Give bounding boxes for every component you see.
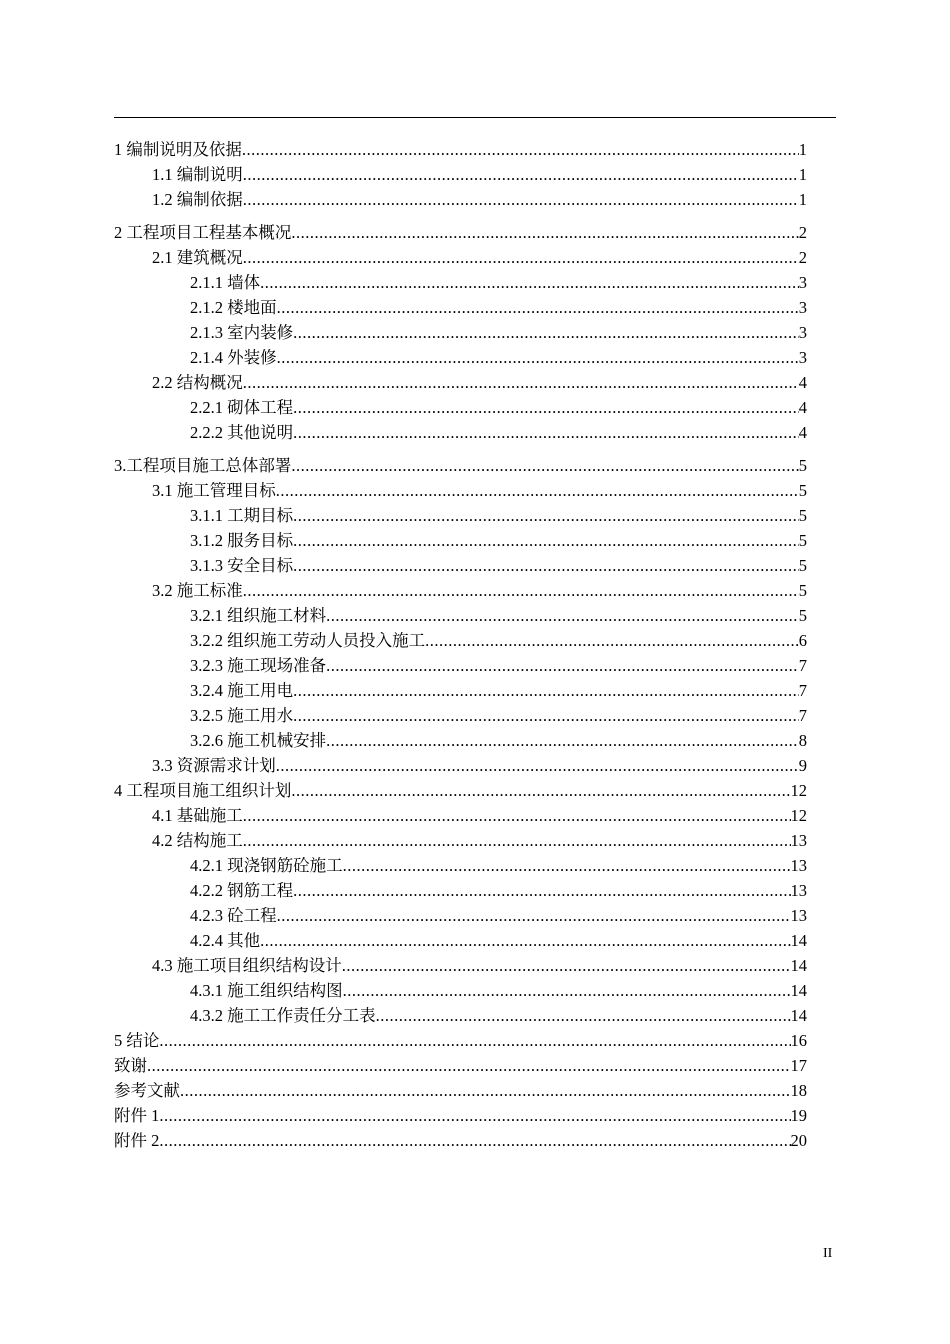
toc-entry[interactable] [114, 220, 807, 245]
toc-entry[interactable] [114, 878, 807, 903]
toc-entry-page: 13 [790, 831, 807, 850]
toc-entry[interactable] [114, 753, 807, 778]
toc-entry-label: 3.2.5 施工用水 [190, 706, 294, 725]
toc-entry-page: 17 [790, 1056, 807, 1075]
toc-entry-label: 4.2.2 钢筋工程 [190, 881, 294, 900]
toc-entry[interactable] [114, 270, 807, 295]
toc-leader-dots [291, 453, 798, 478]
toc-entry-page: 14 [790, 1006, 807, 1025]
toc-entry[interactable] [114, 578, 807, 603]
toc-entry[interactable] [114, 778, 807, 803]
toc-leader-dots [343, 853, 791, 878]
toc-leader-dots [180, 1078, 791, 1103]
toc-leader-dots [343, 978, 791, 1003]
toc-entry[interactable] [114, 903, 807, 928]
toc-entry[interactable] [114, 162, 807, 187]
toc-entry[interactable] [114, 828, 807, 853]
toc-entry-page: 14 [790, 981, 807, 1000]
toc-entry[interactable] [114, 703, 807, 728]
toc-entry-label: 3.2.2 组织施工劳动人员投入施工 [190, 631, 426, 650]
toc-entry-label: 2.2 结构概况 [152, 373, 243, 392]
toc-entry-label: 2 工程项目工程基本概况 [114, 223, 292, 242]
toc-leader-dots [243, 162, 799, 187]
toc-entry[interactable] [114, 453, 807, 478]
toc-entry-label: 3.2.6 施工机械安排 [190, 731, 327, 750]
toc-entry-page: 4 [798, 423, 807, 442]
toc-entry-label: 4 工程项目施工组织计划 [114, 781, 292, 800]
toc-entry-label: 3.1.3 安全目标 [190, 556, 294, 575]
toc-entry[interactable] [114, 320, 807, 345]
toc-entry-page: 16 [790, 1031, 807, 1050]
toc-entry[interactable] [114, 978, 807, 1003]
toc-entry-label: 3.1.2 服务目标 [190, 531, 294, 550]
toc-leader-dots [243, 245, 799, 270]
toc-entry-label: 4.1 基础施工 [152, 806, 243, 825]
toc-entry-label: 2.1.3 室内装修 [190, 323, 294, 342]
toc-entry-label: 1 编制说明及依据 [114, 140, 242, 159]
toc-entry[interactable] [114, 478, 807, 503]
toc-entry-label: 2.1.4 外装修 [190, 348, 277, 367]
toc-entry-label: 3.2.1 组织施工材料 [190, 606, 327, 625]
toc-entry-page: 18 [790, 1081, 807, 1100]
toc-entry-label: 致谢 [114, 1056, 147, 1075]
toc-entry-page: 7 [798, 706, 807, 725]
toc-entry-page: 7 [798, 681, 807, 700]
toc-entry-page: 3 [798, 323, 807, 342]
toc-entry[interactable] [114, 728, 807, 753]
toc-leader-dots [293, 503, 799, 528]
toc-entry-page: 13 [790, 906, 807, 925]
toc-leader-dots [326, 728, 799, 753]
toc-entry[interactable] [114, 1053, 807, 1078]
toc-entry[interactable] [114, 370, 807, 395]
toc-entry-page: 14 [790, 931, 807, 950]
toc-entry-page: 12 [790, 806, 807, 825]
toc-entry[interactable] [114, 1078, 807, 1103]
toc-entry[interactable] [114, 245, 807, 270]
toc-leader-dots [425, 628, 799, 653]
toc-leader-dots [277, 295, 799, 320]
toc-leader-dots [342, 953, 791, 978]
toc-leader-dots [243, 187, 799, 212]
toc-entry[interactable] [114, 803, 807, 828]
toc-entry-page: 3 [798, 348, 807, 367]
toc-entry-page: 5 [798, 506, 807, 525]
toc-entry-label: 2.1.1 墙体 [190, 273, 261, 292]
toc-entry[interactable] [114, 953, 807, 978]
toc-leader-dots [243, 803, 791, 828]
toc-entry[interactable] [114, 528, 807, 553]
toc-entry-label: 2.2.1 砌体工程 [190, 398, 294, 417]
toc-entry[interactable] [114, 187, 807, 212]
toc-leader-dots [326, 603, 799, 628]
page-number: II [823, 1246, 833, 1261]
toc-entry-page: 2 [798, 223, 807, 242]
toc-entry-page: 13 [790, 856, 807, 875]
toc-entry-page: 1 [798, 140, 807, 159]
toc-leader-dots [243, 370, 799, 395]
toc-entry[interactable] [114, 553, 807, 578]
toc-entry-page: 13 [790, 881, 807, 900]
toc-entry-label: 4.2.3 砼工程 [190, 906, 277, 925]
toc-leader-dots [242, 137, 799, 162]
toc-entry-label: 4.2.4 其他 [190, 931, 261, 950]
toc-entry-label: 1.2 编制依据 [152, 190, 243, 209]
toc-entry[interactable] [114, 345, 807, 370]
toc-entry-page: 9 [798, 756, 807, 775]
toc-entry[interactable] [114, 678, 807, 703]
toc-entry[interactable] [114, 928, 807, 953]
toc-leader-dots [243, 828, 791, 853]
toc-leader-dots [293, 678, 799, 703]
toc-entry[interactable] [114, 1103, 807, 1128]
table-of-contents [114, 137, 807, 1153]
toc-entry-page: 3 [798, 273, 807, 292]
toc-entry-page: 5 [798, 606, 807, 625]
toc-leader-dots [293, 395, 799, 420]
toc-entry-label: 3.工程项目施工总体部署 [114, 456, 292, 475]
toc-entry-label: 3.2.4 施工用电 [190, 681, 294, 700]
toc-entry-label: 2.1.2 楼地面 [190, 298, 277, 317]
toc-entry-page: 5 [798, 556, 807, 575]
toc-entry[interactable] [114, 503, 807, 528]
toc-entry-label: 3.3 资源需求计划 [152, 756, 276, 775]
toc-entry[interactable] [114, 295, 807, 320]
toc-entry-page: 8 [798, 731, 807, 750]
toc-leader-dots [243, 578, 799, 603]
toc-entry[interactable] [114, 137, 807, 162]
toc-entry-label: 参考文献 [114, 1081, 180, 1100]
toc-leader-dots [293, 703, 799, 728]
toc-entry-page: 6 [798, 631, 807, 650]
toc-entry-page: 5 [798, 531, 807, 550]
toc-entry-page: 5 [798, 581, 807, 600]
toc-leader-dots [293, 878, 790, 903]
toc-leader-dots [276, 478, 799, 503]
toc-entry-label: 4.2.1 现浇钢筋砼施工 [190, 856, 343, 875]
toc-leader-dots [260, 928, 790, 953]
toc-entry-page: 20 [790, 1131, 807, 1150]
toc-entry[interactable] [114, 1028, 807, 1053]
toc-entry[interactable] [114, 420, 807, 445]
toc-entry[interactable] [114, 1003, 807, 1028]
toc-entry-label: 2.1 建筑概况 [152, 248, 243, 267]
toc-leader-dots [260, 270, 799, 295]
toc-entry-page: 14 [790, 956, 807, 975]
toc-entry-label: 3.2.3 施工现场准备 [190, 656, 327, 675]
toc-entry-label: 3.1.1 工期目标 [190, 506, 294, 525]
toc-leader-dots [276, 753, 799, 778]
toc-leader-dots [159, 1128, 790, 1153]
toc-entry-label: 1.1 编制说明 [152, 165, 243, 184]
toc-entry-page: 1 [798, 165, 807, 184]
toc-entry-label: 2.2.2 其他说明 [190, 423, 294, 442]
toc-entry-page: 4 [798, 398, 807, 417]
toc-leader-dots [159, 1103, 790, 1128]
toc-leader-dots [376, 1003, 791, 1028]
toc-entry-label: 5 结论 [114, 1031, 160, 1050]
toc-entry-label: 附件 1 [114, 1106, 160, 1125]
toc-entry-label: 3.1 施工管理目标 [152, 481, 276, 500]
toc-entry-label: 4.3.2 施工工作责任分工表 [190, 1006, 376, 1025]
toc-entry[interactable] [114, 628, 807, 653]
toc-leader-dots [293, 528, 799, 553]
toc-leader-dots [147, 1053, 791, 1078]
toc-leader-dots [293, 553, 799, 578]
toc-entry-label: 4.3.1 施工组织结构图 [190, 981, 343, 1000]
toc-leader-dots [326, 653, 799, 678]
toc-entry-page: 7 [798, 656, 807, 675]
toc-entry-label: 附件 2 [114, 1131, 160, 1150]
toc-entry[interactable] [114, 853, 807, 878]
toc-entry[interactable] [114, 653, 807, 678]
toc-leader-dots [293, 420, 799, 445]
header-rule [114, 117, 836, 118]
toc-leader-dots [277, 345, 799, 370]
toc-entry[interactable] [114, 603, 807, 628]
toc-entry[interactable] [114, 395, 807, 420]
toc-leader-dots [159, 1028, 790, 1053]
toc-entry-page: 12 [790, 781, 807, 800]
toc-entry-label: 4.3 施工项目组织结构设计 [152, 956, 342, 975]
toc-entry-page: 5 [798, 481, 807, 500]
toc-entry-label: 3.2 施工标准 [152, 581, 243, 600]
toc-entry-page: 3 [798, 298, 807, 317]
toc-entry-page: 2 [798, 248, 807, 267]
toc-entry-page: 5 [798, 456, 807, 475]
toc-leader-dots [293, 320, 799, 345]
toc-entry-page: 1 [798, 190, 807, 209]
toc-leader-dots [291, 778, 790, 803]
toc-entry[interactable] [114, 1128, 807, 1153]
toc-entry-page: 4 [798, 373, 807, 392]
toc-leader-dots [291, 220, 798, 245]
toc-entry-page: 19 [790, 1106, 807, 1125]
toc-entry-label: 4.2 结构施工 [152, 831, 243, 850]
toc-leader-dots [277, 903, 791, 928]
